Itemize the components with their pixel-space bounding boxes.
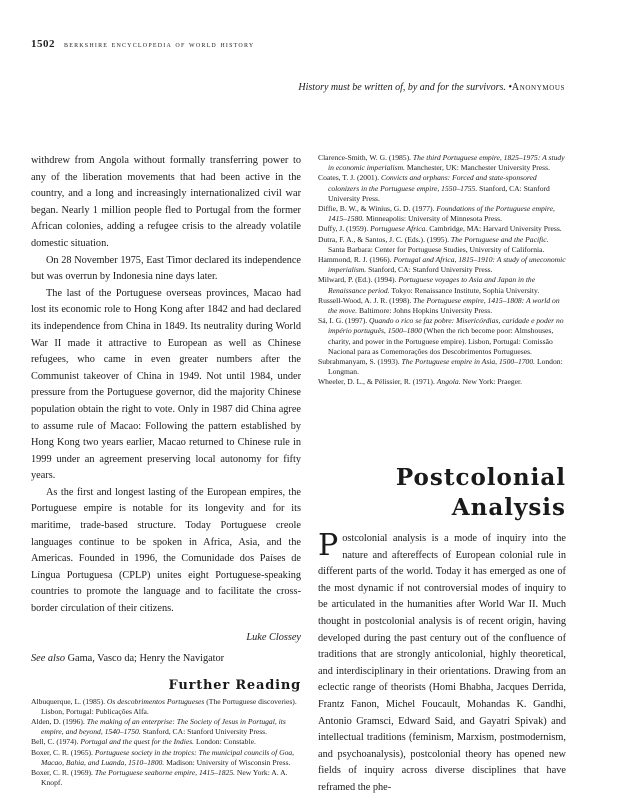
- reference-entry: Russell-Wood, A. J. R. (1998). The Portuguese empire, 1415–1808: A world on the move. Baltimore: Johns Hopkins University Press.: [318, 295, 560, 316]
- reference-list-continued: [318, 153, 566, 388]
- reference-entry: Boxer, C. R. (1965). Portuguese society in the tropics: The municipal councils of Goa, Macao, Bahia, and Luanda, 1510–1800. Madison: University of Wisconsin Press.: [31, 747, 295, 767]
- body-paragraph: On 28 November 1975, East Timor declared its independence but was overrun by Indonesia nine days later.: [31, 254, 301, 283]
- reference-entry: Bell, C. (1974). Portugal and the quest for the Indies. London: Constable.: [31, 737, 256, 747]
- epigraph: [298, 82, 565, 93]
- further-reading-heading: Further Reading: [168, 677, 301, 693]
- author-signature: Luke Clossey: [246, 631, 301, 643]
- reference-entry: Diffie, B. W., & Winius, G. D. (1977). Foundations of the Portuguese empire, 1415–1580. Minneapolis: University of Minnesota Press.: [318, 204, 555, 224]
- right-column: [318, 153, 566, 793]
- reference-entry: Hammond, R. J. (1966). Portugal and Africa, 1815–1910: A study of uneconomic imperialism. Stanford, CA: Stanford University Press.: [318, 255, 566, 275]
- journal-title: berkshire encyclopedia of world history: [64, 39, 255, 49]
- epigraph-bullet: •: [508, 82, 512, 93]
- see-also: [31, 653, 301, 664]
- reference-entry: Clarence-Smith, W. G. (1985). The third Portuguese empire, 1825–1975: A study in economic imperialism. Manchester, UK: Manchester University Press.: [318, 153, 565, 173]
- intro-paragraph: [318, 528, 566, 797]
- body-paragraph: withdrew from Angola without formally transferring power to any of the liberation movements that had been active in the country, and a long and increasingly internationalized civil war began. Nearly 1 million people fled to Portugal from the former African colonies, adding a refugee crisis to the already volatile domestic situation.: [31, 155, 301, 249]
- reference-entry: Sá, I. G. (1997). Quando o rico se faz pobre: Misericórdias, caridade e poder no império português, 1500–1800 (When the rich become poor: Almshouses, charity, and power in the Portuguese empire). Lisbon, Portugal: Comissão Nacional para as Comemorações dos Descobrimentos Portugueses.: [318, 316, 564, 356]
- section-title: [318, 463, 566, 523]
- epigraph-author: Anonymous: [511, 82, 565, 93]
- page-number: 1502: [31, 38, 55, 50]
- drop-cap: P: [318, 528, 339, 563]
- running-head: [31, 38, 254, 50]
- reference-entry: Milward, P. (Ed.). (1994). Portuguese voyages to Asia and Japan in the Renaissance period. Tokyo: Renaissance Institute, Sophia University.: [318, 275, 540, 295]
- section-title-line-2: Analysis: [451, 494, 566, 521]
- body-paragraph: The last of the Portuguese overseas provinces, Macao had lost its economic role to Hong Kong after 1842 and had declared its independence from China in 1849. Its neutrality during World War II made it attractive to European as well as Chinese refugees, who came in even greater numbers after the Communist takeover of China in 1949. Not until 1984, under pressure from the Portuguese governor, did the majority Chinese population obtain the right to vote. Only in 1987 did China agree to assume rule of Macao: Following the pattern established by Hong Kong two years earlier, Macao returned to Chinese rule in 1999 under an agreement preserving local autonomy for fifty years.: [31, 287, 301, 482]
- reference-entry: Albuquerque, L. (1985). Os descobrimentos Portugueses (The Portuguese discoveries). Lisbon, Portugal: Publicações Alfa.: [31, 696, 297, 716]
- body-paragraph: As the first and longest lasting of the European empires, the Portuguese empire is notable for its longevity and for its maritime, trade-based structure. Today Portuguese creole languages continue to be spoken in Africa, Asia, and the Americas. Founded in 1996, the Comunidade dos Países de Língua Portuguesa (CPLP) unites eight Portuguese-speaking countries to promote the language and to facilitate the cross-border circulation of their citizens.: [31, 486, 301, 615]
- see-also-label: See also: [31, 652, 66, 664]
- reference-list: [31, 697, 301, 789]
- reference-entry: Wheeler, D. L., & Pélissier, R. (1971). Angola. New York: Praeger.: [318, 377, 522, 387]
- reference-entry: Coates, T. J. (2001). Convicts and orphans: Forced and state-sponsored colonizers in the Portuguese empire, 1550–1755. Stanford, CA: Stanford University Press.: [318, 173, 550, 203]
- reference-entry: Duffy, J. (1959). Portuguese Africa. Cambridge, MA: Harvard University Press.: [318, 224, 562, 234]
- left-column: [31, 153, 301, 788]
- section-title-line-1: Postcolonial: [395, 464, 566, 491]
- reference-entry: Alden, D. (1996). The making of an enterprise: The Society of Jesus in Portugal, its empire, and beyond, 1540–1750. Stanford, CA: Stanford University Press.: [31, 717, 286, 737]
- section-intro: [318, 528, 566, 797]
- epigraph-quote: History must be written of, by and for the survivors.: [298, 82, 506, 93]
- reference-entry: Boxer, C. R. (1969). The Portuguese seaborne empire, 1415–1825. New York: A. A. Knopf.: [31, 768, 288, 788]
- intro-text: ostcolonial analysis is a mode of inquiry into the nature and aftereffects of European colonial rule in different parts of the world. Today it has emerged as one of the most dynamic if not controversial modes of inquiry to be articulated in the humanities after World War II. Much thought in postcolonial analysis is of recent origin, having developed during the past century out of the confluence of traditions that are strongly anticolonial, highly theoretical, and interdisciplinary in their orientations. Drawing from an eclectic range of theorists (Homi Bhabha, Jacques Derrida, Frantz Fanon, Michel Foucault, Mohandas K. Gandhi, Antonio Gramsci, Edward Said, and Gayatri Spivak) and intellectual traditions (feminism, Marxism, postmodernism, and psychoanalysis), postcolonial theory has opened new fields of inquiry across diverse disciplines that have reframed the phe-: [318, 533, 566, 793]
- see-also-links[interactable]: Gama, Vasco da; Henry the Navigator: [67, 652, 225, 664]
- reference-entry: Dutra, F. A., & Santos, J. C. (Eds.). (1995). The Portuguese and the Pacific. Santa Barbara: Center for Portuguese Studies, University of California.: [318, 234, 549, 254]
- reference-entry: Subrahmanyam, S. (1993). The Portuguese empire in Asia, 1500–1700. London: Longman.: [318, 357, 563, 377]
